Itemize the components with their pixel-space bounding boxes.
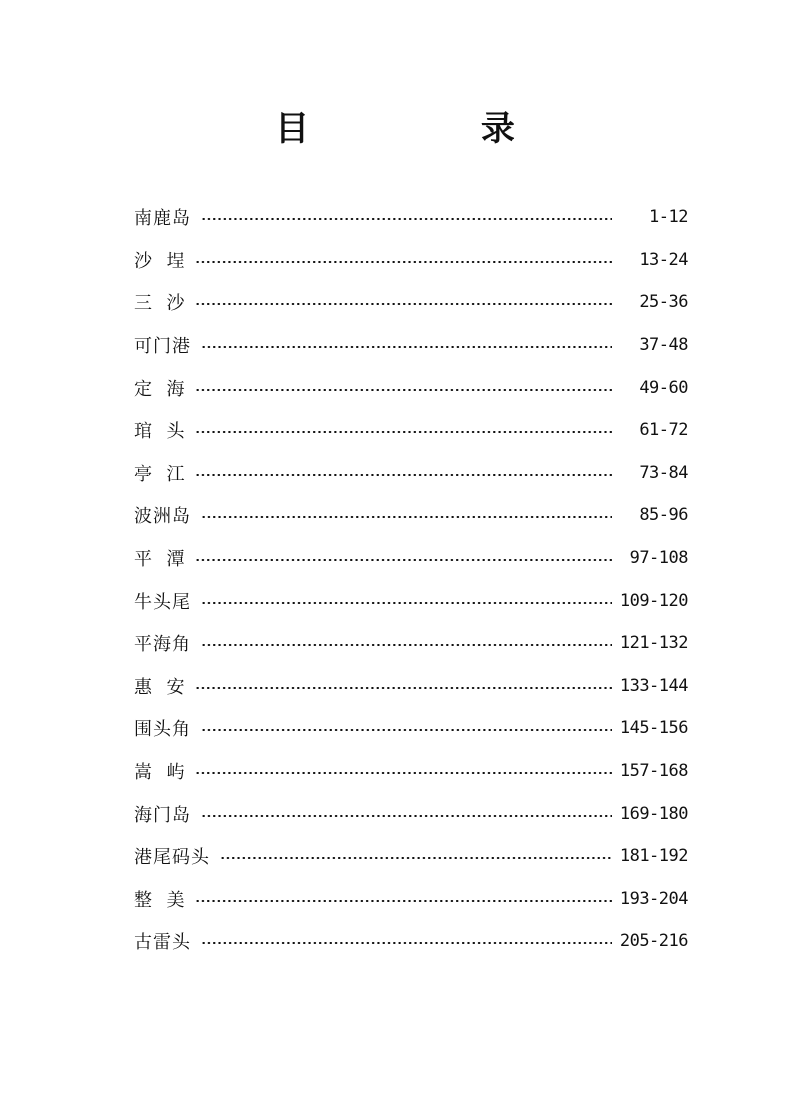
dot-leader <box>220 857 612 859</box>
toc-entry[interactable] <box>134 452 688 495</box>
page-title: 目 录 <box>275 109 595 149</box>
dot-leader <box>201 346 612 348</box>
toc-entry[interactable] <box>134 366 688 409</box>
toc-entry-name: 亭 江 <box>134 463 186 485</box>
toc-entry[interactable] <box>134 579 688 622</box>
toc-entry[interactable] <box>134 665 688 708</box>
toc-entry-name: 嵩 屿 <box>134 762 186 784</box>
dot-leader <box>201 602 612 604</box>
dot-leader <box>195 474 612 476</box>
dot-leader <box>195 303 612 305</box>
toc-entry-pages: 145-156 <box>619 718 688 739</box>
toc-entry-name: 琯 头 <box>134 421 186 443</box>
toc-entry-pages: 13-24 <box>639 249 688 270</box>
toc-entry-name: 三 沙 <box>134 293 186 315</box>
toc-entry-name: 整 美 <box>134 889 186 911</box>
toc-entry[interactable] <box>134 409 688 452</box>
toc-entry-name: 南鹿岛 <box>134 208 191 230</box>
dot-leader <box>201 644 612 646</box>
table-of-contents <box>134 196 688 963</box>
dot-leader <box>195 772 612 774</box>
toc-entry-pages: 73-84 <box>639 462 688 483</box>
toc-entry-name: 沙 埕 <box>134 250 186 272</box>
toc-entry-pages: 85-96 <box>639 505 688 526</box>
toc-entry-pages: 193-204 <box>619 888 688 909</box>
toc-entry-name: 定 海 <box>134 378 186 400</box>
toc-entry-pages: 133-144 <box>619 675 688 696</box>
dot-leader <box>201 942 612 944</box>
toc-entry[interactable] <box>134 537 688 580</box>
toc-entry-name: 围头角 <box>134 719 191 741</box>
toc-entry-name: 海门岛 <box>134 804 191 826</box>
toc-entry-name: 平海角 <box>134 634 191 656</box>
toc-entry-name: 古雷头 <box>134 932 191 954</box>
dot-leader <box>195 431 612 433</box>
dot-leader <box>195 900 612 902</box>
toc-entry[interactable] <box>134 239 688 282</box>
toc-entry-pages: 169-180 <box>619 803 688 824</box>
dot-leader <box>201 218 612 220</box>
dot-leader <box>201 815 612 817</box>
toc-entry[interactable] <box>134 281 688 324</box>
toc-entry-pages: 25-36 <box>639 292 688 313</box>
toc-entry-pages: 109-120 <box>619 590 688 611</box>
toc-entry[interactable] <box>134 878 688 921</box>
toc-entry-pages: 1-12 <box>649 207 688 228</box>
toc-entry[interactable] <box>134 835 688 878</box>
toc-entry-name: 波洲岛 <box>134 506 191 528</box>
dot-leader <box>195 559 612 561</box>
toc-entry[interactable] <box>134 792 688 835</box>
dot-leader <box>195 389 612 391</box>
toc-entry[interactable] <box>134 324 688 367</box>
toc-entry-pages: 37-48 <box>639 335 688 356</box>
toc-entry-name: 牛头尾 <box>134 591 191 613</box>
toc-entry-pages: 97-108 <box>629 548 688 569</box>
dot-leader <box>201 516 612 518</box>
toc-entry[interactable] <box>134 494 688 537</box>
toc-entry-pages: 205-216 <box>619 931 688 952</box>
toc-entry[interactable] <box>134 707 688 750</box>
dot-leader <box>201 729 612 731</box>
toc-entry-pages: 157-168 <box>619 761 688 782</box>
dot-leader <box>195 261 612 263</box>
toc-entry-name: 港尾码头 <box>134 847 210 869</box>
dot-leader <box>195 687 612 689</box>
toc-entry[interactable] <box>134 750 688 793</box>
toc-entry-name: 可门港 <box>134 336 191 358</box>
toc-entry[interactable] <box>134 622 688 665</box>
toc-entry-pages: 61-72 <box>639 420 688 441</box>
toc-entry-pages: 181-192 <box>619 846 688 867</box>
toc-entry[interactable] <box>134 196 688 239</box>
toc-entry-pages: 49-60 <box>639 377 688 398</box>
toc-entry-name: 平 潭 <box>134 549 186 571</box>
toc-entry-name: 惠 安 <box>134 676 186 698</box>
toc-entry-pages: 121-132 <box>619 633 688 654</box>
toc-entry[interactable] <box>134 920 688 963</box>
